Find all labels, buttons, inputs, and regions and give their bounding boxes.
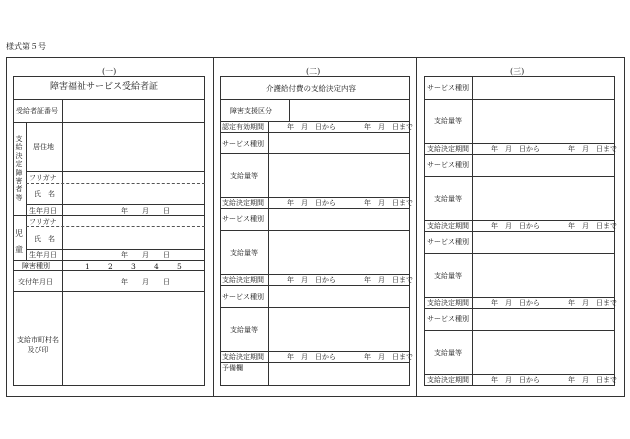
address-label: 居住地 xyxy=(33,143,54,151)
certificate-title: 障害福祉サービス受給者証 xyxy=(50,82,159,92)
child-side-label: 児童 xyxy=(15,229,23,254)
cert-period-value: 年 月 日から 年 月 日まで xyxy=(287,123,413,131)
decision-period-label: 支給決定期間 xyxy=(222,276,264,284)
form-number: 様式第５号 xyxy=(6,42,46,51)
child-furigana-label: フリガナ xyxy=(29,218,57,226)
service-type-label: サービス種別 xyxy=(222,215,264,223)
support-category-label: 障害支援区分 xyxy=(230,107,272,115)
section2-caption: (二) xyxy=(306,67,321,76)
service-type-label: サービス種別 xyxy=(427,161,469,169)
service-type-label: サービス種別 xyxy=(427,84,469,92)
decision-period-value: 年 月 日から 年 月 日まで xyxy=(491,299,617,307)
cert-period-label: 認定有効期間 xyxy=(222,123,264,131)
service-type-label: サービス種別 xyxy=(222,293,264,301)
decision-period-value: 年 月 日から 年 月 日まで xyxy=(287,276,413,284)
decision-period-value: 年 月 日から 年 月 日まで xyxy=(491,222,617,230)
amount-label: 支給量等 xyxy=(230,172,258,180)
panel-divider xyxy=(213,57,214,397)
issue-date-value: 年 月 日 xyxy=(121,278,170,286)
disability-type-2: 2 xyxy=(108,262,113,271)
decision-period-label: 支給決定期間 xyxy=(427,376,469,384)
amount-label: 支給量等 xyxy=(434,195,462,203)
amount-label: 支給量等 xyxy=(434,272,462,280)
disability-type-1: 1 xyxy=(85,262,90,271)
decision-title: 介護給付費の支給決定内容 xyxy=(266,84,356,93)
amount-label: 支給量等 xyxy=(230,326,258,334)
disability-type-4: 4 xyxy=(154,262,159,271)
disability-type-3: 3 xyxy=(131,262,136,271)
service-type-label: サービス種別 xyxy=(427,315,469,323)
section1-caption: (一) xyxy=(102,67,117,76)
disability-type-5: 5 xyxy=(177,262,182,271)
disability-type-label: 障害種別 xyxy=(22,262,50,270)
recipient-number-label: 受給者証番号 xyxy=(16,107,58,115)
decision-period-label: 支給決定期間 xyxy=(222,353,264,361)
remarks-label: 予備欄 xyxy=(222,364,243,372)
service-type-label: サービス種別 xyxy=(427,238,469,246)
decision-period-value: 年 月 日から 年 月 日まで xyxy=(287,353,413,361)
child-birth-date-label: 生年月日 xyxy=(29,251,57,259)
name-label: 氏 名 xyxy=(34,190,55,198)
panel-divider xyxy=(416,57,417,397)
birth-date-label: 生年月日 xyxy=(29,207,57,215)
decision-period-label: 支給決定期間 xyxy=(427,222,469,230)
recipient-side-label: 支給決定障害者等 xyxy=(15,135,23,202)
child-name-label: 氏 名 xyxy=(34,235,55,243)
section3-caption: (三) xyxy=(510,67,525,76)
decision-period-label: 支給決定期間 xyxy=(427,299,469,307)
decision-period-label: 支給決定期間 xyxy=(222,199,264,207)
decision-period-value: 年 月 日から 年 月 日まで xyxy=(287,199,413,207)
decision-period-value: 年 月 日から 年 月 日まで xyxy=(491,376,617,384)
furigana-label: フリガナ xyxy=(29,174,57,182)
service-type-label: サービス種別 xyxy=(222,140,264,148)
municipality-seal-label: 支給市町村名及び印 xyxy=(17,336,59,354)
child-birth-date-value: 年 月 日 xyxy=(121,251,170,259)
birth-date-value: 年 月 日 xyxy=(121,207,170,215)
decision-period-value: 年 月 日から 年 月 日まで xyxy=(491,145,617,153)
amount-label: 支給量等 xyxy=(230,249,258,257)
decision-period-label: 支給決定期間 xyxy=(427,145,469,153)
amount-label: 支給量等 xyxy=(434,117,462,125)
amount-label: 支給量等 xyxy=(434,349,462,357)
issue-date-label: 交付年月日 xyxy=(18,278,53,286)
